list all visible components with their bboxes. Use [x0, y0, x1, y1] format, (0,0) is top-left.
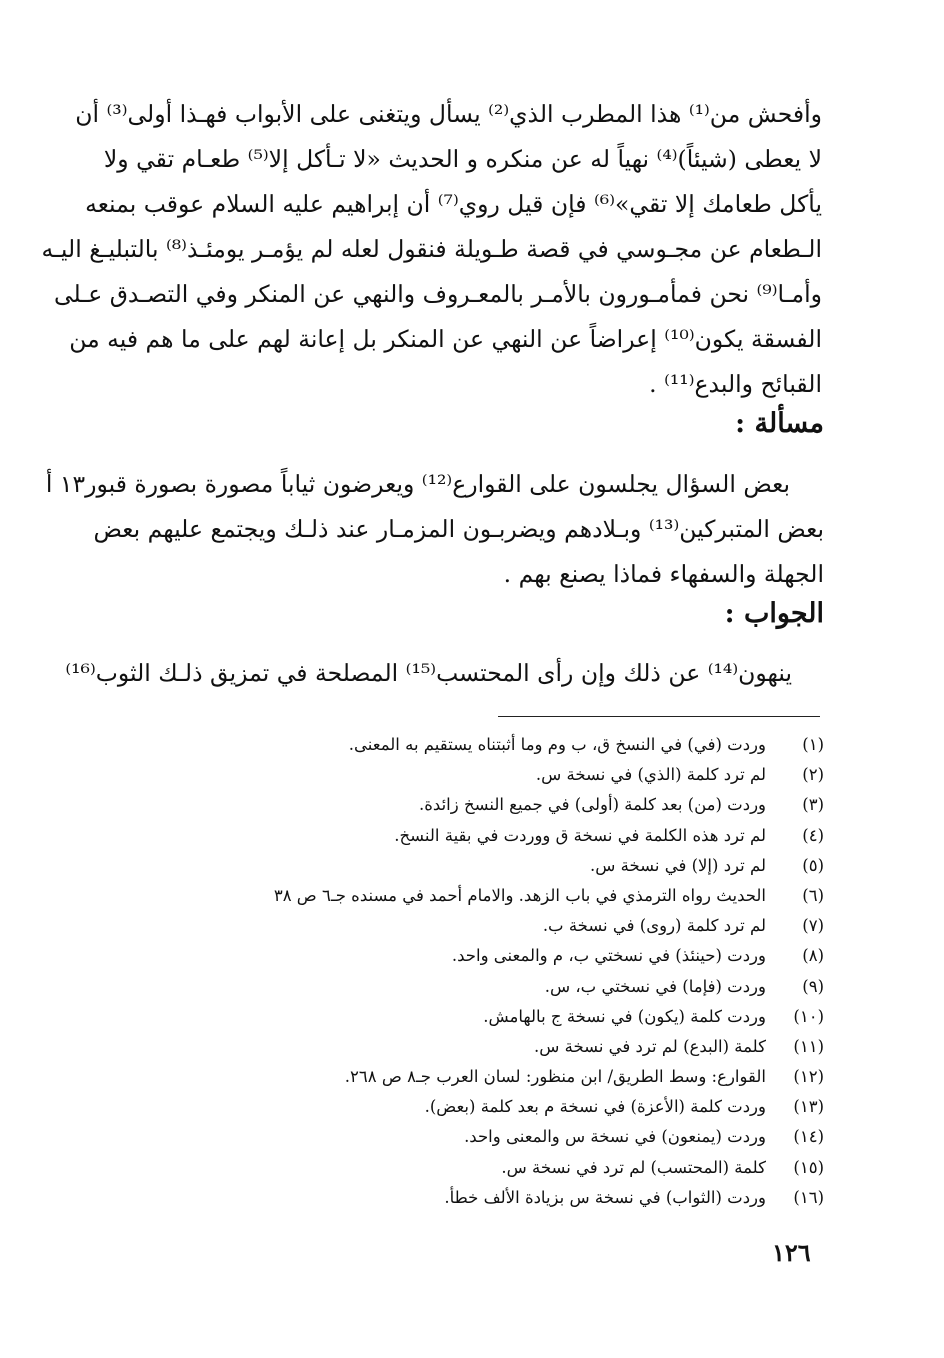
footnote-text: وردت (من) بعد كلمة (أولى) في جميع النسخ زائدة. [419, 795, 766, 815]
footnote-number: (٦) [802, 885, 824, 905]
footnote-text: وردت (الثواب) في نسخة س بزيادة الألف خطأ. [444, 1187, 766, 1207]
footnote-7 [124, 911, 824, 941]
footnote-separator [498, 716, 820, 717]
question-paragraph [45, 462, 824, 597]
body-line-4: الـطعام عن مجـوسي في قصة طـويلة فنقول لعله لم يؤمـر يومئـذ⁽⁸⁾ بالتبليـغ اليـه [41, 235, 822, 263]
footnote-16 [124, 1183, 824, 1213]
footnote-text: لم ترد كلمة (روى) في نسخة ب. [542, 916, 766, 936]
footnote-15 [124, 1153, 824, 1183]
body-paragraph [41, 92, 822, 407]
footnote-text: لم ترد هذه الكلمة في نسخة ق ووردت في بقية النسخ. [394, 825, 766, 845]
footnote-6 [124, 881, 824, 911]
footnote-2 [124, 760, 824, 790]
footnote-number: (٤) [802, 825, 824, 845]
footnote-1 [124, 730, 824, 760]
answer-heading: الجواب : [724, 598, 824, 629]
footnote-text: وردت كلمة (يكون) في نسخة ج بالهامش. [483, 1006, 766, 1026]
footnote-4 [124, 821, 824, 851]
body-line-2: لا يعطى (شيئاً)⁽⁴⁾ نهياً له عن منكره و الحديث «لا تـأكل إلا⁽⁵⁾ طعـام تقي ولا [103, 145, 822, 173]
footnote-text: وردت (حينئذ) في نسختي ب، م والمعنى واحد. [451, 946, 766, 966]
body-line-1: وأفحش من⁽¹⁾ هذا المطرب الذي⁽²⁾ يسأل ويتغنى على الأبواب فهـذا أولى⁽³⁾ أن [75, 100, 822, 128]
body-line-3: يأكل طعامك إلا تقي»⁽⁶⁾ فإن قيل روي⁽⁷⁾ أن إبراهيم عليه السلام عوقب بمنعه [85, 190, 822, 218]
footnote-number: (٢) [802, 765, 824, 785]
footnote-text: القوارع: وسط الطريق/ ابن منظور: لسان العرب جـ٨ ص ٢٦٨. [344, 1067, 766, 1087]
footnote-5 [124, 851, 824, 881]
footnote-9 [124, 972, 824, 1002]
footnote-12 [124, 1062, 824, 1092]
footnote-8 [124, 941, 824, 971]
footnote-number: (١٢) [793, 1067, 824, 1087]
answer-line-1: ينهون⁽¹⁴⁾ عن ذلك وإن رأى المحتسب⁽¹⁵⁾ المصلحة في تمزيق ذلـك الثوب⁽¹⁶⁾ [65, 659, 792, 687]
footnote-text: كلمة (المحتسب) لم ترد في نسخة س. [501, 1157, 766, 1177]
footnote-number: (٧) [802, 916, 824, 936]
footnote-number: (٣) [802, 795, 824, 815]
question-line-2: بعض المتبركين⁽¹³⁾ وبـلادهم ويضربـون المزمـار عند ذلـك ويجتمع عليهم بعض [93, 515, 824, 543]
question-heading: مسألة : [735, 408, 824, 439]
footnote-text: وردت كلمة (الأعزة) في نسخة م بعد كلمة (بعض). [424, 1097, 766, 1117]
footnote-number: (٨) [802, 946, 824, 966]
footnote-number: (١٠) [793, 1006, 824, 1026]
footnote-text: كلمة (البدع) لم ترد في نسخة س. [533, 1036, 766, 1056]
footnote-text: الحديث رواه الترمذي في باب الزهد. والامام أحمد في مسنده جـ٦ ص ٣٨ [273, 885, 766, 905]
question-line-3: الجهلة والسفهاء فماذا يصنع بهم . [503, 560, 824, 588]
footnote-number: (٥) [802, 855, 824, 875]
footnote-text: وردت (يمنعون) في نسخة س والمعنى واحد. [464, 1127, 766, 1147]
answer-paragraph [65, 651, 824, 696]
footnote-3 [124, 790, 824, 820]
footnote-text: وردت (في) في النسخ ق، ب وم وما أثبتناه يستقيم به المعنى. [348, 735, 766, 754]
footnote-text: لم ترد كلمة (الذي) في نسخة س. [535, 765, 766, 785]
question-line-1: بعض السؤال يجلسون على القوارع⁽¹²⁾ ويعرضون ثياباً مصورة بصورة قبور١٣ أ [45, 470, 790, 498]
footnotes-list [124, 730, 824, 1213]
body-line-5: وأمـا⁽⁹⁾ نحن فمأمـورون بالأمـر بالمعـروف والنهي عن المنكر وفي التصـدق عـلى [53, 280, 822, 308]
footnote-number: (١٤) [793, 1127, 824, 1147]
footnote-number: (١٣) [793, 1097, 824, 1117]
footnote-14 [124, 1122, 824, 1152]
footnote-number: (١) [802, 735, 824, 754]
footnote-number: (٩) [802, 976, 824, 996]
footnote-text: وردت (فإما) في نسختي ب، س. [544, 976, 766, 996]
footnote-13 [124, 1092, 824, 1122]
footnote-11 [124, 1032, 824, 1062]
body-line-6: الفسقة يكون⁽¹⁰⁾ إعراضاً عن النهي عن المنكر بل إعانة لهم على ما هم فيه من [69, 325, 822, 353]
footnote-number: (١٥) [793, 1157, 824, 1177]
page-number: ١٢٦ [772, 1238, 811, 1267]
footnote-10 [124, 1002, 824, 1032]
footnote-number: (١٦) [793, 1187, 824, 1207]
footnote-number: (١١) [793, 1036, 824, 1056]
footnote-text: لم ترد (إلا) في نسخة س. [590, 855, 766, 875]
body-line-7: القبائح والبدع⁽¹¹⁾ . [649, 370, 822, 398]
